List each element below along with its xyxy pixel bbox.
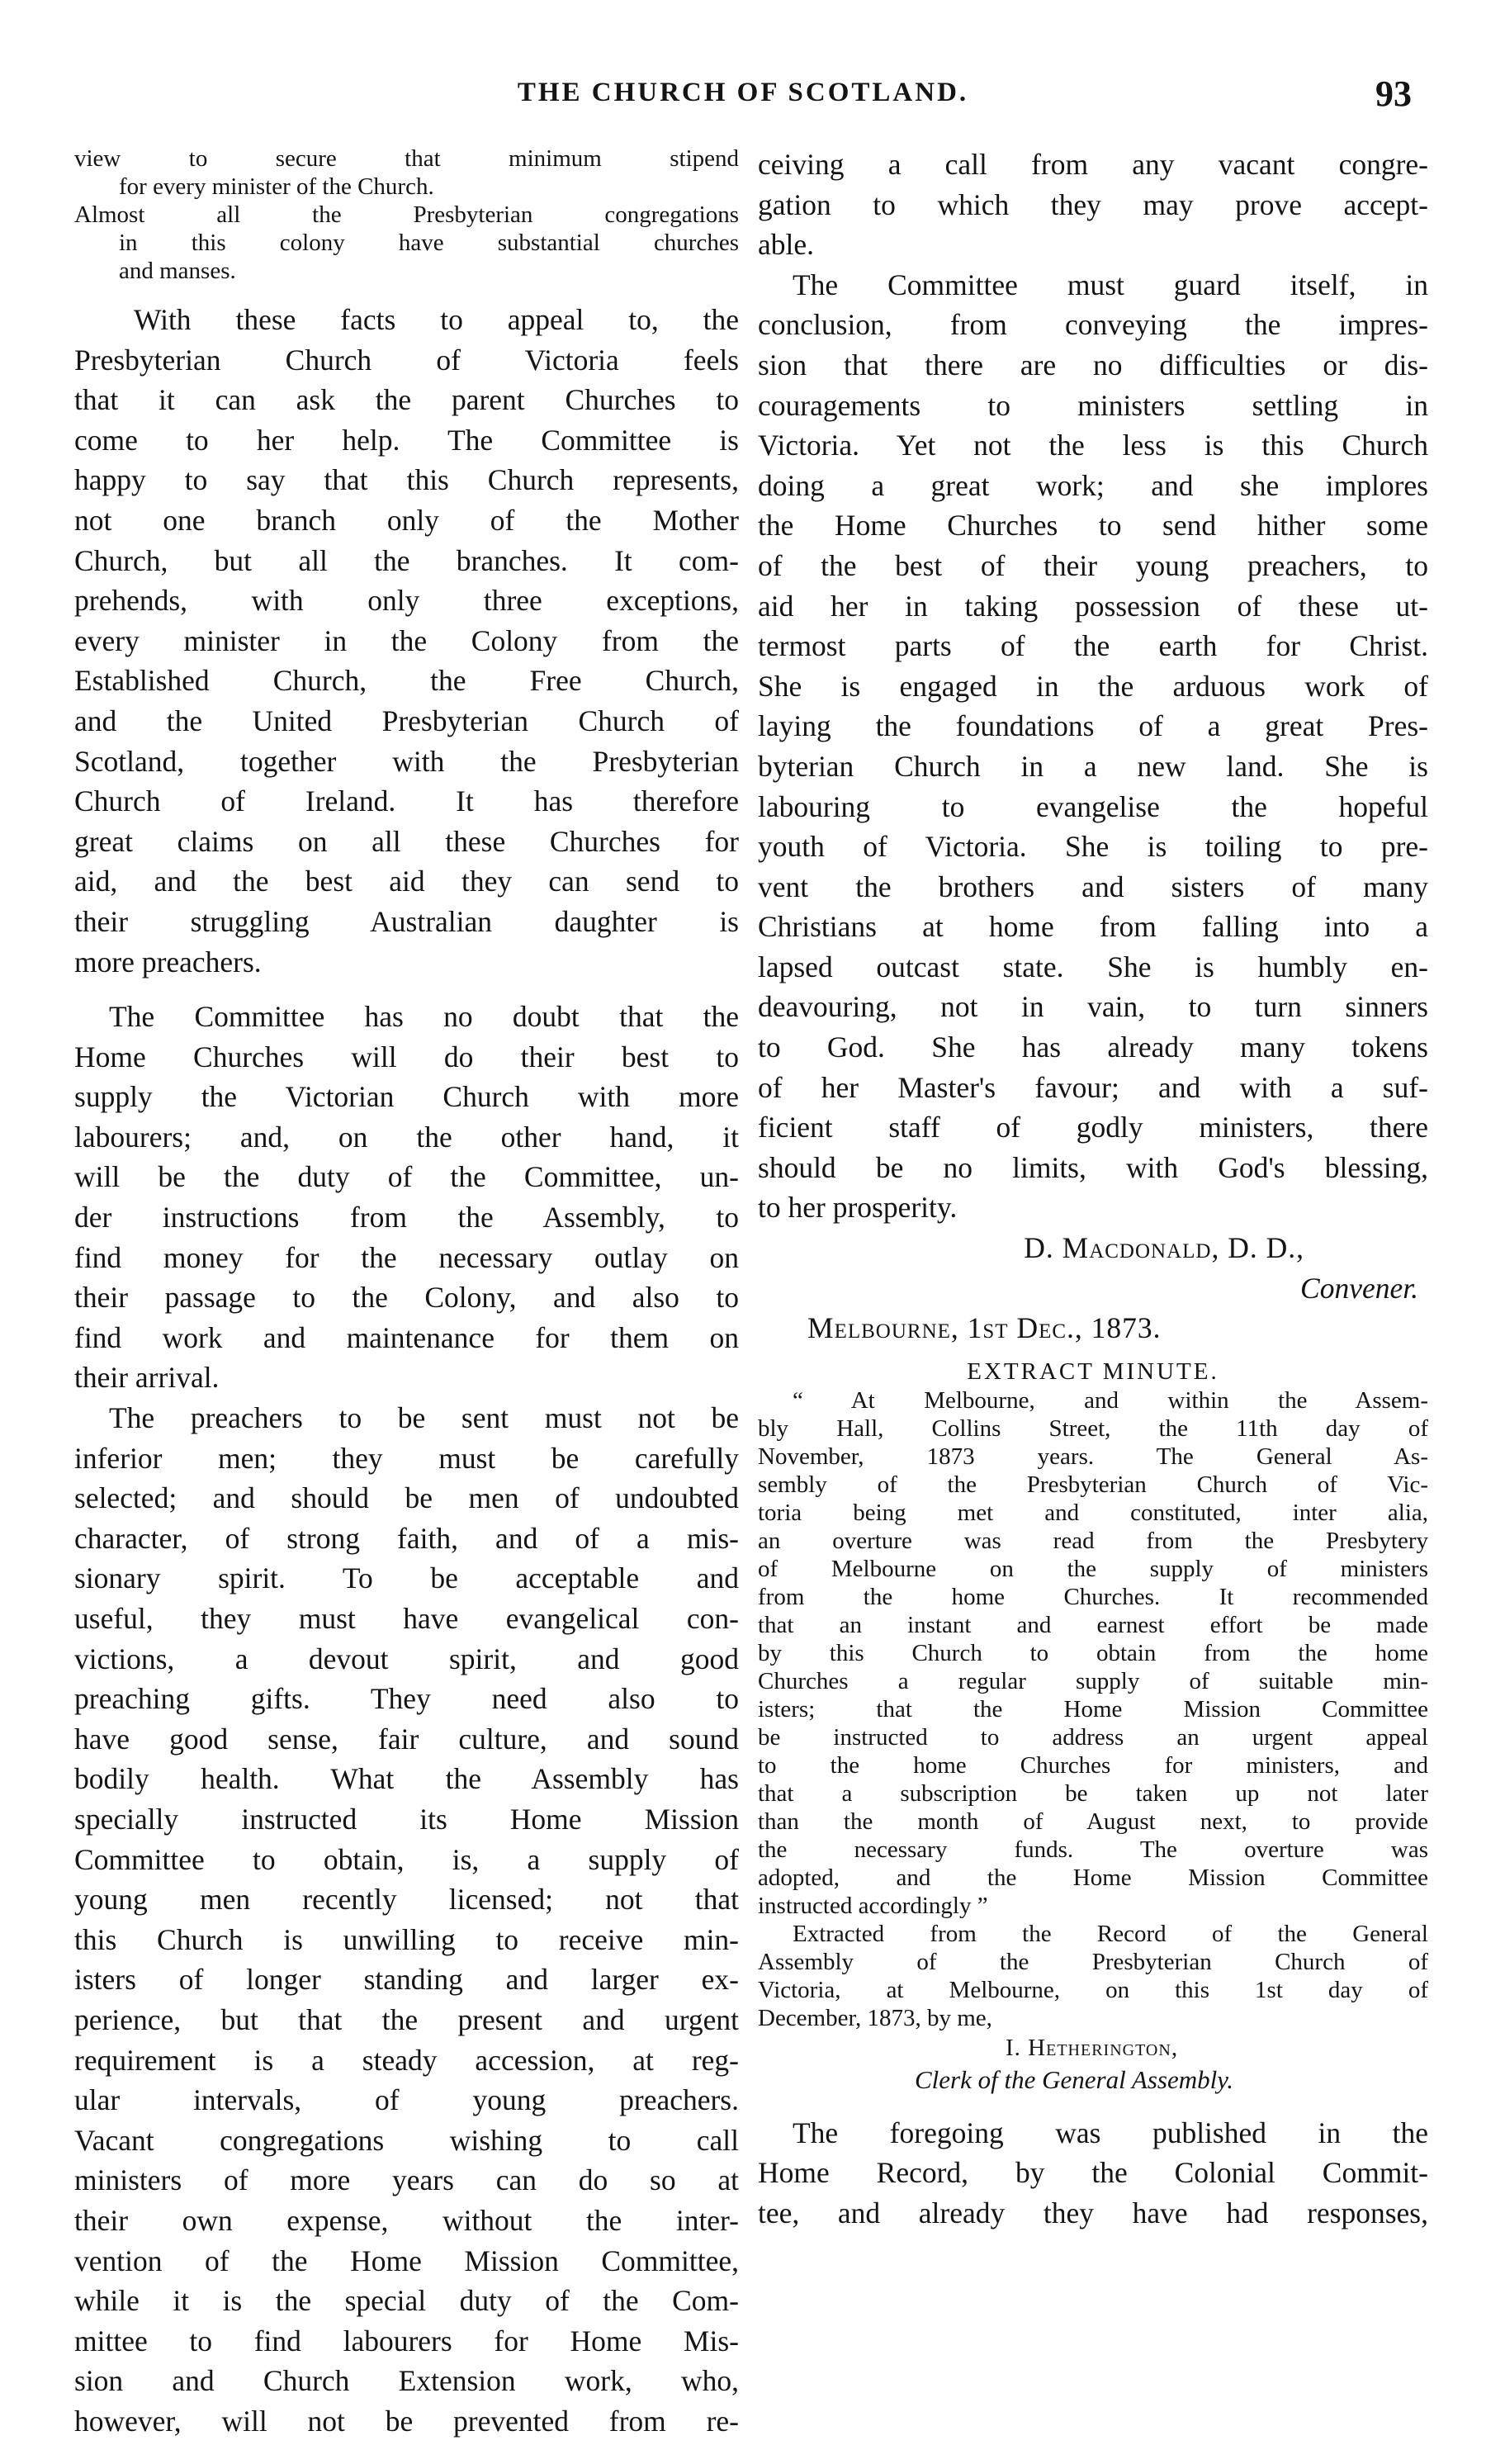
right-column-line: The Committee must guard itself, in bbox=[793, 268, 1428, 301]
left-column-line: selected; and should be men of undoubted bbox=[74, 1481, 739, 1515]
right-column-line: Victoria. Yet not the less is this Church bbox=[758, 429, 1428, 462]
extract-line: that an instant and earnest effort be made bbox=[758, 1611, 1428, 1638]
left-column-line: aid, and the best aid they can send to bbox=[74, 865, 739, 898]
right-column-line: byterian Church in a new land. She is bbox=[758, 749, 1428, 783]
left-column-line: ular intervals, of young preachers. bbox=[74, 2083, 739, 2117]
extract-line: toria being met and constituted, inter alia, bbox=[758, 1499, 1428, 1526]
right-column-line: termost parts of the earth for Christ. bbox=[758, 629, 1428, 663]
left-column-line: supply the Victorian Church with more bbox=[74, 1080, 739, 1114]
extract-line: Assembly of the Presbyterian Church of bbox=[758, 1948, 1428, 1975]
left-column-line: young men recently licensed; not that bbox=[74, 1883, 739, 1917]
left-column-line: for every minister of the Church. bbox=[119, 173, 434, 200]
running-title: THE CHURCH OF SCOTLAND. bbox=[517, 78, 969, 107]
extract-line: of Melbourne on the supply of ministers bbox=[758, 1555, 1428, 1582]
right-column-line: should be no limits, with God's blessing, bbox=[758, 1150, 1428, 1184]
extract-line: adopted, and the Home Mission Committee bbox=[758, 1864, 1428, 1891]
left-column-line: Scotland, together with the Presbyterian bbox=[74, 744, 739, 778]
extract-line: be instructed to address an urgent appeal bbox=[758, 1723, 1428, 1751]
left-column-line: prehends, with only three exceptions, bbox=[74, 584, 739, 618]
right-column-line: labouring to evangelise the hopeful bbox=[758, 789, 1428, 823]
left-column-line: Home Churches will do their best to bbox=[74, 1040, 739, 1073]
left-column-line: bodily health. What the Assembly has bbox=[74, 1762, 739, 1796]
left-column-line: more preachers. bbox=[74, 945, 262, 978]
left-column-line: labourers; and, on the other hand, it bbox=[74, 1120, 739, 1154]
right-column-line: of her Master's favour; and with a suf- bbox=[758, 1070, 1428, 1104]
extract-line: the necessary funds. The overture was bbox=[758, 1836, 1428, 1863]
left-column-line: The Committee has no doubt that the bbox=[109, 1000, 739, 1034]
left-column-line: their passage to the Colony, and also to bbox=[74, 1281, 739, 1315]
extract-line: sembly of the Presbyterian Church of Vic- bbox=[758, 1471, 1428, 1498]
left-column-line: The preachers to be sent must not be bbox=[109, 1401, 739, 1435]
left-column-line: der instructions from the Assembly, to bbox=[74, 1201, 739, 1234]
right-column-line: doing a great work; and she implores bbox=[758, 468, 1428, 502]
right-column-line: laying the foundations of a great Pres- bbox=[758, 709, 1428, 743]
extract-line: than the month of August next, to provide bbox=[758, 1808, 1428, 1835]
right-column-line: the Home Churches to send hither some bbox=[758, 509, 1428, 543]
left-column-line: and the United Presbyterian Church of bbox=[74, 704, 739, 737]
right-column-line: youth of Victoria. She is toiling to pre- bbox=[758, 830, 1428, 864]
right-column-line: ficient staff of godly ministers, there bbox=[758, 1111, 1428, 1144]
right-column-line: to her prosperity. bbox=[758, 1191, 958, 1225]
signature-name: D. Macdonald, D. D., bbox=[1024, 1231, 1304, 1265]
left-column-line: while it is the special duty of the Com- bbox=[74, 2284, 739, 2318]
signature-title: Convener. bbox=[1300, 1271, 1418, 1305]
left-column-line: their arrival. bbox=[74, 1361, 220, 1395]
right-column-line: couragements to ministers settling in bbox=[758, 388, 1428, 422]
right-column-line: Christians at home from falling into a bbox=[758, 910, 1428, 944]
right-column bbox=[758, 145, 1428, 2234]
left-column-line: however, will not be prevented from re- bbox=[74, 2404, 739, 2438]
left-column-line: sionary spirit. To be acceptable and bbox=[74, 1561, 739, 1595]
right-column-line: conclusion, from conveying the impres- bbox=[758, 308, 1428, 342]
left-column-line: their struggling Australian daughter is bbox=[74, 904, 739, 938]
left-column-line: Committee to obtain, is, a supply of bbox=[74, 1842, 739, 1876]
right-column-line: deavouring, not in vain, to turn sinners bbox=[758, 990, 1428, 1024]
extract-line: December, 1873, by me, bbox=[758, 2004, 992, 2031]
left-column-line: happy to say that this Church represents, bbox=[74, 463, 739, 497]
right-column-body bbox=[758, 145, 1428, 1228]
left-column-line: sion and Church Extension work, who, bbox=[74, 2364, 739, 2398]
left-column-line: in this colony have substantial churches bbox=[119, 230, 739, 256]
left-column-line: perience, but that the present and urgent bbox=[74, 2002, 739, 2036]
page-header bbox=[74, 73, 1412, 122]
left-column-line: With these facts to appeal to, the bbox=[134, 303, 739, 336]
left-column-line: and manses. bbox=[119, 258, 236, 284]
left-column-line: mittee to find labourers for Home Mis- bbox=[74, 2324, 739, 2357]
left-column-line: inferior men; they must be carefully bbox=[74, 1441, 739, 1475]
extract-minute bbox=[758, 1386, 1428, 2032]
left-column-line: Established Church, the Free Church, bbox=[74, 664, 739, 698]
right-column-line: of the best of their young preachers, to bbox=[758, 548, 1428, 582]
dateline: Melbourne, 1st Dec., 1873. bbox=[807, 1311, 1162, 1345]
left-column-line: have good sense, fair culture, and sound bbox=[74, 1722, 739, 1756]
extract-line: Extracted from the Record of the General bbox=[793, 1920, 1428, 1947]
left-column-line: Church, but all the branches. It com- bbox=[74, 543, 739, 577]
right-column-line: vent the brothers and sisters of many bbox=[758, 870, 1428, 903]
left-column-line: their own expense, without the inter- bbox=[74, 2203, 739, 2237]
extract-line: to the home Churches for ministers, and bbox=[758, 1751, 1428, 1779]
extract-line: Churches a regular supply of suitable min- bbox=[758, 1667, 1428, 1694]
left-column-line: useful, they must have evangelical con- bbox=[74, 1602, 739, 1635]
extract-heading: EXTRACT MINUTE. bbox=[967, 1358, 1219, 1385]
right-column-line: able. bbox=[758, 228, 815, 262]
left-column-line: isters of longer standing and larger ex- bbox=[74, 1963, 739, 1997]
extract-line: bly Hall, Collins Street, the 11th day of bbox=[758, 1414, 1428, 1442]
right-column-line: gation to which they may prove accept- bbox=[758, 187, 1428, 221]
closing-line: tee, and already they have had responses, bbox=[758, 2196, 1428, 2229]
left-column-line: come to her help. The Committee is bbox=[74, 423, 739, 457]
closing-line: Home Record, by the Colonial Commit- bbox=[758, 2156, 1428, 2190]
left-column-line: specially instructed its Home Mission bbox=[74, 1802, 739, 1836]
left-column-line: view to secure that minimum stipend bbox=[74, 145, 739, 172]
left-column-line: Vacant congregations wishing to call bbox=[74, 2123, 739, 2157]
left-column-line: that it can ask the parent Churches to bbox=[74, 383, 739, 417]
extract-line: from the home Churches. It recommended bbox=[758, 1583, 1428, 1610]
left-column-line bbox=[74, 982, 739, 997]
right-column-line: She is engaged in the arduous work of bbox=[758, 669, 1428, 703]
left-column-line: find money for the necessary outlay on bbox=[74, 1240, 739, 1274]
extract-line: that a subscription be taken up not later bbox=[758, 1779, 1428, 1807]
left-column-line bbox=[74, 285, 739, 300]
left-column-line: preaching gifts. They need also to bbox=[74, 1682, 739, 1716]
extract-line: instructed accordingly ” bbox=[758, 1892, 988, 1919]
right-column-line: ceiving a call from any vacant congre- bbox=[758, 148, 1428, 181]
right-column-line: to God. She has already many tokens bbox=[758, 1031, 1428, 1064]
extract-line: an overture was read from the Presbytery bbox=[758, 1527, 1428, 1554]
left-column-line: will be the duty of the Committee, un- bbox=[74, 1160, 739, 1194]
left-column-line: great claims on all these Churches for bbox=[74, 824, 739, 858]
left-column-line: Church of Ireland. It has therefore bbox=[74, 784, 739, 818]
left-column-line: victions, a devout spirit, and good bbox=[74, 1642, 739, 1675]
left-column-line: character, of strong faith, and of a mis- bbox=[74, 1521, 739, 1555]
extract-line: Victoria, at Melbourne, on this 1st day of bbox=[758, 1976, 1428, 2003]
left-column bbox=[74, 145, 739, 2441]
clerk-name: I. Hetherington, bbox=[1006, 2034, 1179, 2061]
closing-paragraph bbox=[758, 2113, 1428, 2234]
right-column-line: lapsed outcast state. She is humbly en- bbox=[758, 950, 1428, 983]
left-column-line: find work and maintenance for them on bbox=[74, 1320, 739, 1354]
extract-line: by this Church to obtain from the home bbox=[758, 1639, 1428, 1666]
left-column-line: requirement is a steady accession, at reg- bbox=[74, 2043, 739, 2077]
left-column-line: every minister in the Colony from the bbox=[74, 623, 739, 657]
left-column-line: this Church is unwilling to receive min- bbox=[74, 1922, 739, 1956]
extract-line: “ At Melbourne, and within the Assem- bbox=[793, 1386, 1428, 1414]
left-column-line: ministers of more years can do so at bbox=[74, 2163, 739, 2197]
right-column-line: sion that there are no difficulties or dis- bbox=[758, 348, 1428, 381]
left-column-line: Almost all the Presbyterian congregations bbox=[74, 201, 739, 228]
right-column-line: aid her in taking possession of these ut- bbox=[758, 589, 1428, 623]
left-column-line: Presbyterian Church of Victoria feels bbox=[74, 343, 739, 377]
clerk-title: Clerk of the General Assembly. bbox=[915, 2064, 1234, 2094]
left-column-line: vention of the Home Mission Committee, bbox=[74, 2244, 739, 2277]
closing-line: The foregoing was published in the bbox=[793, 2116, 1428, 2149]
extract-line: isters; that the Home Mission Committee bbox=[758, 1695, 1428, 1722]
left-column-line: not one branch only of the Mother bbox=[74, 503, 739, 537]
extract-line: November, 1873 years. The General As- bbox=[758, 1443, 1428, 1470]
page-number: 93 bbox=[1375, 73, 1412, 114]
